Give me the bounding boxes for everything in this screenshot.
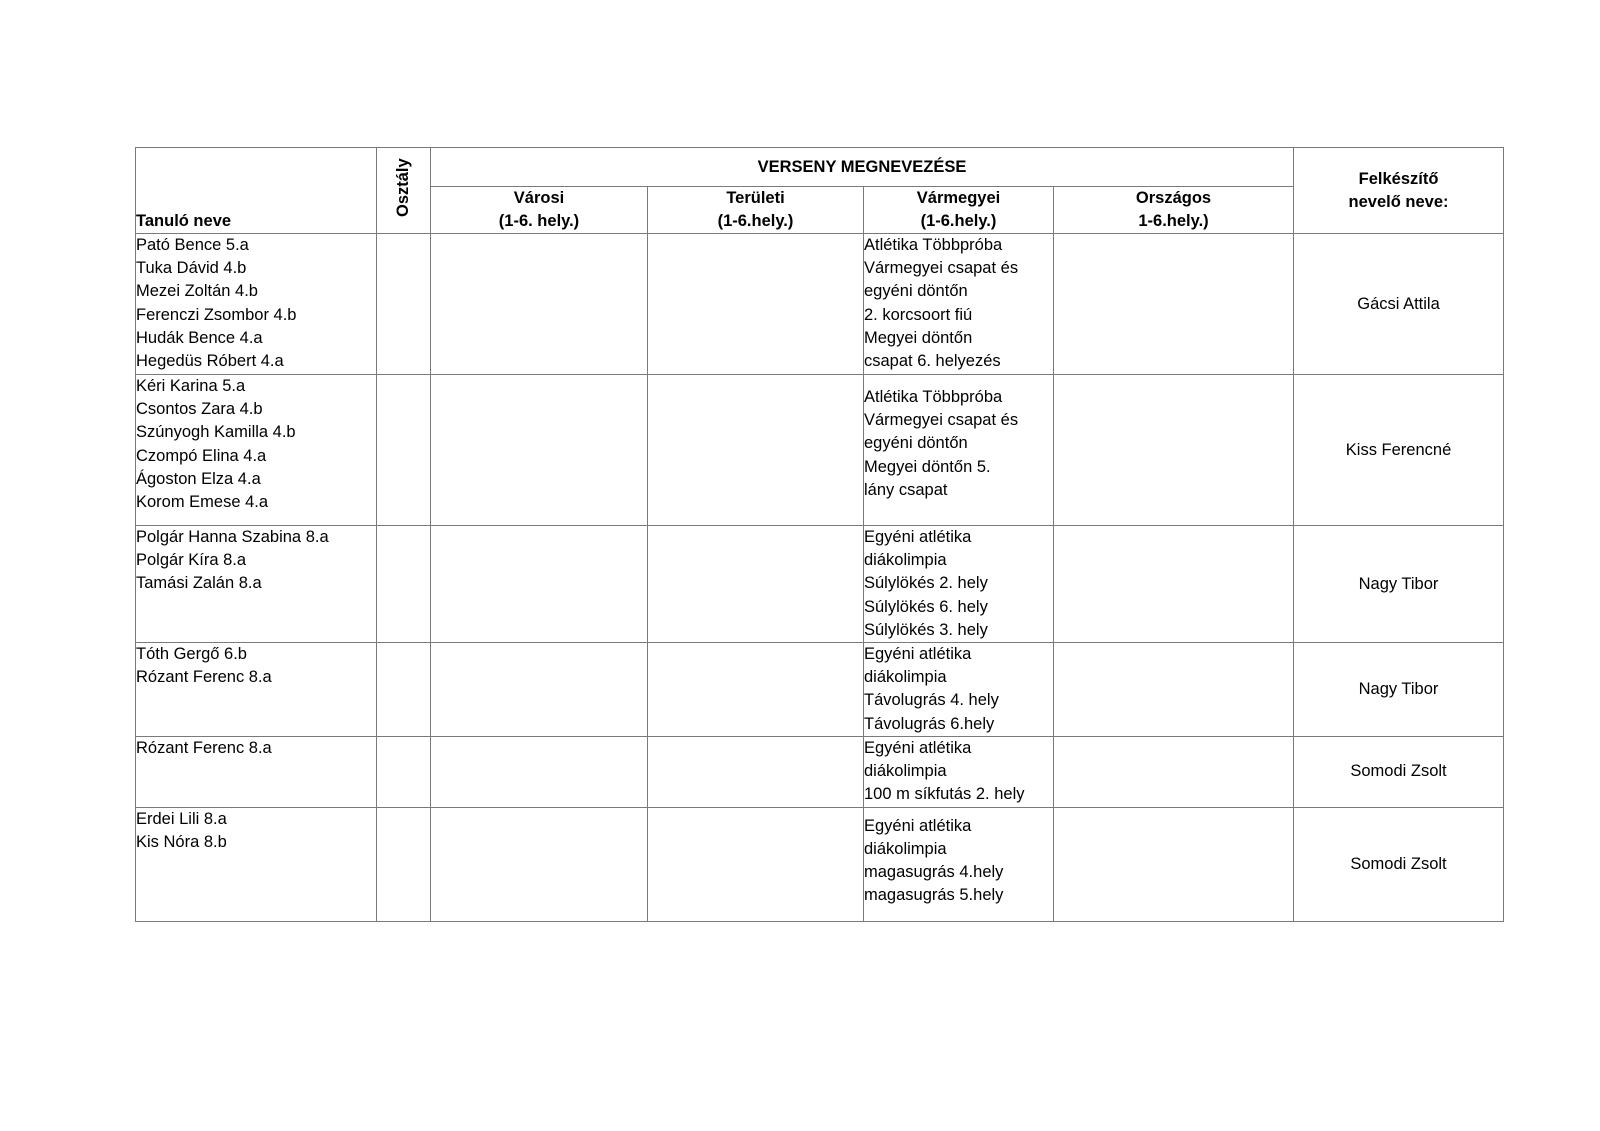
student-name: Csontos Zara 4.b	[136, 400, 263, 419]
student-name: Hegedüs Róbert 4.a	[136, 352, 284, 371]
student-name: Tuka Dávid 4.b	[136, 259, 247, 278]
result-cell-county	[864, 526, 1054, 643]
class-cell	[377, 375, 431, 526]
result-cell-district	[648, 375, 864, 526]
level-range: (1-6.hely.)	[717, 212, 794, 230]
table-row	[136, 807, 1504, 921]
student-name: Polgár Kíra 8.a	[136, 551, 247, 570]
teacher-name-cell: Somodi Zsolt	[1294, 807, 1504, 921]
table-body	[136, 234, 1504, 922]
result-line: lány csapat	[864, 480, 948, 499]
result-line: egyéni döntőn	[864, 434, 968, 453]
result-cell-national	[1054, 737, 1294, 808]
result-cell-national	[1054, 526, 1294, 643]
table-row	[136, 375, 1504, 526]
result-line: Egyéni atlétika	[864, 645, 972, 664]
result-cell-national	[1054, 375, 1294, 526]
teacher-name-cell: Nagy Tibor	[1294, 526, 1504, 643]
result-line: Egyéni atlétika	[864, 739, 972, 758]
student-name: Tóth Gergő 6.b	[136, 645, 247, 664]
table-row	[136, 526, 1504, 643]
class-cell	[377, 234, 431, 375]
result-cell-county	[864, 643, 1054, 737]
result-cell-county	[864, 737, 1054, 808]
student-names-cell	[136, 375, 377, 526]
result-line: Távolugrás 6.hely	[864, 714, 995, 733]
result-cell-district	[648, 737, 864, 808]
result-line: Megyei döntőn 5.	[864, 457, 991, 476]
student-names-cell	[136, 526, 377, 643]
result-line: Vármegyei csapat és	[864, 411, 1019, 430]
class-header-label: Osztály	[394, 158, 412, 217]
result-line: Atlétika Többpróba	[864, 388, 1003, 406]
result-line: egyéni döntőn	[864, 282, 968, 301]
student-name: Pató Bence 5.a	[136, 236, 249, 254]
result-line: 100 m síkfutás 2. hely	[864, 785, 1025, 804]
teacher-header-line-2: nevelő neve:	[1348, 192, 1449, 211]
result-line: diákolimpia	[864, 551, 947, 570]
student-names-cell	[136, 234, 377, 375]
student-names-cell	[136, 807, 377, 921]
result-cell-city	[431, 234, 648, 375]
student-name: Korom Emese 4.a	[136, 493, 269, 512]
result-cell-city	[431, 643, 648, 737]
level-range: (1-6. hely.)	[498, 212, 580, 230]
level-range: 1-6.hely.)	[1138, 212, 1209, 230]
result-cell-district	[648, 526, 864, 643]
result-cell-national	[1054, 807, 1294, 921]
level-name: Területi	[726, 189, 785, 207]
class-cell	[377, 643, 431, 737]
class-cell	[377, 737, 431, 808]
student-name: Mezei Zoltán 4.b	[136, 282, 258, 301]
result-line: Vármegyei csapat és	[864, 259, 1019, 278]
teacher-name-cell: Gácsi Attila	[1294, 234, 1504, 375]
level-header-city	[431, 187, 648, 234]
result-line: 2. korcsoort fiú	[864, 305, 973, 324]
teacher-header-line-1: Felkészítő	[1358, 169, 1439, 188]
student-names-cell	[136, 643, 377, 737]
class-cell	[377, 807, 431, 921]
level-header-district	[648, 187, 864, 234]
result-line: Súlylökés 3. hely	[864, 620, 988, 639]
result-line: Megyei döntőn	[864, 328, 973, 347]
result-cell-district	[648, 807, 864, 921]
competition-title-header: VERSENY MEGNEVEZÉSE	[431, 148, 1294, 187]
result-cell-city	[431, 737, 648, 808]
student-name: Ágoston Elza 4.a	[136, 469, 261, 488]
result-cell-district	[648, 234, 864, 375]
result-line: magasugrás 5.hely	[864, 886, 1004, 905]
teacher-name-cell: Somodi Zsolt	[1294, 737, 1504, 808]
student-name: Hudák Bence 4.a	[136, 328, 263, 347]
table-row	[136, 234, 1504, 375]
level-header-national	[1054, 187, 1294, 234]
teacher-name-cell: Kiss Ferencné	[1294, 375, 1504, 526]
result-line: Egyéni atlétika	[864, 816, 972, 835]
student-names-cell	[136, 737, 377, 808]
result-line: csapat 6. helyezés	[864, 352, 1001, 371]
level-name: Vármegyei	[916, 189, 1001, 207]
student-name: Szúnyogh Kamilla 4.b	[136, 423, 296, 442]
student-name: Rózant Ferenc 8.a	[136, 739, 272, 758]
table-row	[136, 737, 1504, 808]
student-name: Rózant Ferenc 8.a	[136, 668, 272, 687]
result-line: diákolimpia	[864, 762, 947, 781]
result-line: Atlétika Többpróba	[864, 236, 1003, 254]
result-cell-district	[648, 643, 864, 737]
student-name: Polgár Hanna Szabina 8.a	[136, 528, 329, 546]
result-line: diákolimpia	[864, 839, 947, 858]
result-line: magasugrás 4.hely	[864, 863, 1004, 882]
student-name: Tamási Zalán 8.a	[136, 574, 262, 593]
result-cell-county	[864, 807, 1054, 921]
result-line: Távolugrás 4. hely	[864, 691, 999, 710]
result-cell-city	[431, 807, 648, 921]
result-cell-county	[864, 234, 1054, 375]
teacher-header	[1294, 148, 1504, 234]
result-line: Súlylökés 2. hely	[864, 574, 988, 593]
class-cell	[377, 526, 431, 643]
level-name: Városi	[513, 189, 565, 207]
result-cell-county	[864, 375, 1054, 526]
student-name-header: Tanuló neve	[136, 148, 377, 234]
table-row	[136, 643, 1504, 737]
teacher-name-cell: Nagy Tibor	[1294, 643, 1504, 737]
student-name: Erdei Lili 8.a	[136, 809, 227, 828]
result-cell-city	[431, 526, 648, 643]
result-cell-national	[1054, 234, 1294, 375]
student-name: Kis Nóra 8.b	[136, 832, 227, 851]
level-range: (1-6.hely.)	[920, 212, 997, 230]
result-cell-national	[1054, 643, 1294, 737]
competition-results-table	[135, 147, 1504, 922]
level-header-county	[864, 187, 1054, 234]
result-cell-city	[431, 375, 648, 526]
student-name: Ferenczi Zsombor 4.b	[136, 305, 297, 324]
student-name: Kéri Karina 5.a	[136, 377, 246, 395]
level-name: Országos	[1135, 189, 1212, 207]
result-line: Egyéni atlétika	[864, 528, 972, 546]
student-name: Czompó Elina 4.a	[136, 446, 267, 465]
class-header	[377, 148, 431, 234]
result-line: diákolimpia	[864, 668, 947, 687]
result-line: Súlylökés 6. hely	[864, 597, 988, 616]
